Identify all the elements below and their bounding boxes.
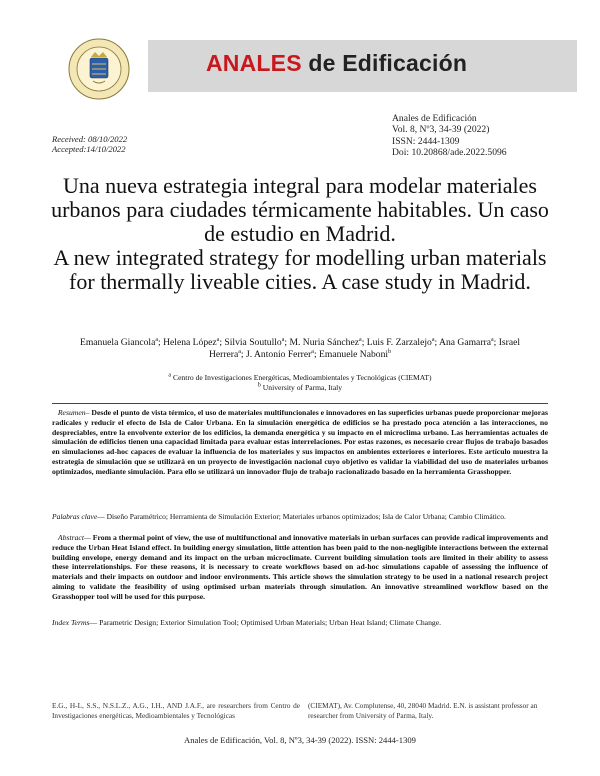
author: Israel Herrera — [208, 337, 521, 360]
resumen-block: Resumen– Desde el punto de vista térmico, el uso de materiales multifuncionales e innovadores en las superficies urbanas puede proporcionar mejoras radicales y reducir el efecto de Isla de Calor Urbana. En la simulación energética de edificios se ha prestado poca atención a las interacciones, no despreciables, entre la envolvente exterior de los edificios, la demanda energética y su impacto en el microclima urbano. Las herramientas actuales de simulación de edificios tienen una capacidad limitada para evaluar estas interrelaciones. Por estas razones, es necesario crear flujos de trabajo basados en simulaciones ad-hoc capaces de evaluar la influencia de los materiales y sus impactos en ambientes exteriores e interiores. Este artículo muestra la estrategia de simulación que se utilizará en un proyecto de investigación nacional cuyo objetivo es validar la viabilidad del uso de materiales urbanos optimizados, mediante simulación. Para ello se utilizará un innovador flujo de trabajo racionalizado basado en la herramienta Grasshopper. — [52, 408, 548, 476]
resumen-label: Resumen — [57, 408, 86, 417]
received-accepted-dates — [52, 135, 127, 155]
pub-journal: Anales de Edificación — [392, 113, 477, 124]
page-footer: Anales de Edificación, Vol. 8, Nº3, 34-39 (2022). ISSN: 2444-1309 — [184, 735, 416, 745]
author: Emanuela Giancola — [79, 337, 156, 348]
author: Helena López — [163, 337, 217, 348]
author-list: Emanuela Giancola$^a$; Helena López$^a$; Silvia Soutullo$^a$; M. Nuria Sánchez$^a$; Luis F. Zarzalejo$^a$; Ana Gamarra$^a$; Israel Herrera$^a$; J. Antonio Ferrer$^a$; Emanuele Naboni$^b$ — [79, 336, 521, 360]
author: Silvia Soutullo — [224, 337, 282, 348]
author: M. Nuria Sánchez — [289, 337, 360, 348]
received-date: Received: 08/10/2022 — [52, 134, 128, 144]
pub-doi[interactable]: Doi: 10.20868/ade.2022.5096 — [392, 147, 507, 159]
affiliation-a: $^a$ Centro de Investigaciones Energéticas, Medioambientales y Tecnológicas (CIEMAT) — [168, 372, 432, 382]
abstract-label: Abstract — [57, 533, 84, 542]
author: Emanuele Naboni — [319, 349, 389, 360]
abstract-block: Abstract— From a thermal point of view, the use of multifunctional and innovative materials in urban surfaces can provide radical improvements and reduce the Urban Heat Island effect. In building energy simulation, little attention has been paid to the non-negligible interactions between the external building envelope, energy demand and its impact on the urban microclimate. Current building simulation tools are limited in their ability to assess these interrelationships. For these reasons, it is necessary to create workflows based on ad-hoc simulations capable of assessing the influence of materials and their impacts on outdoor and indoor environments. This article shows the simulation strategy to be used in a national research project aiming to validate the feasibility of using optimised urban materials through simulation. An innovative streamlined workflow based on the Grasshopper tool will be used for this purpose. — [52, 533, 549, 601]
author: Luis F. Zarzalejo — [366, 337, 432, 348]
title-english: A new integrated strategy for modelling urban materials for thermally liveable cities. A case study in Madrid. — [53, 245, 547, 294]
author: J. Antonio Ferrer — [246, 349, 312, 360]
section-divider — [52, 403, 548, 404]
pub-volume: Vol. 8, Nº3, 34-39 (2022) — [392, 124, 490, 136]
affiliation-b: $^b$ University of Parma, Italy — [257, 382, 343, 393]
paper-title — [40, 174, 560, 294]
palabras-clave-block: Palabras clave— Diseño Paramétrico; Herramienta de Simulación Exterior; Materiales urbanos optimizados; Isla de Calor Urbana; Cambio Climático. — [52, 512, 506, 521]
journal-name-dark: de Edificación — [308, 50, 468, 76]
university-seal-logo — [68, 38, 130, 100]
index-terms-block: Index Terms— Parametric Design; Exterior Simulation Tool; Optimised Urban Materials; Urban Heat Island; Climate Change. — [52, 618, 442, 627]
journal-logo-title — [206, 50, 467, 77]
abstract-text: From a thermal point of view, the use of multifunctional and innovative materials in urban surfaces can provide radical improvements and reduce the Urban Heat Island effect. In building energy simulation, little attention has been paid to the non-negligible interactions between the external building envelope, energy demand and its impact on the urban microclimate. Current building simulation tools are limited in their ability to assess these interrelationships. For these reasons, it is necessary to create workflows based on ad-hoc simulations capable of assessing the influence of materials and their impacts on outdoor and indoor environments. This article shows the simulation strategy to be used in a national research project aiming to validate the feasibility of using optimised urban materials through simulation. An innovative streamlined workflow based on the Grasshopper tool will be used for this purpose. — [52, 533, 549, 601]
author-footnote-right: (CIEMAT), Av. Complutense, 40, 28040 Madrid. E.N. is assistant professor an researcher from University of Parma, Italy. — [308, 701, 538, 720]
author-footnote-left: E.G., H-L, S.S., N.S.L.Z., A.G., I.H., AND J.A.F., are researchers from Centro de Investigaciones energéticas, Medioambientales y Tecnológicas — [52, 701, 300, 720]
index-terms-label: Index Terms — [52, 618, 90, 627]
palabras-clave-label: Palabras clave — [52, 512, 98, 521]
index-terms-text: Parametric Design; Exterior Simulation Tool; Optimised Urban Materials; Urban Heat Island; Climate Change. — [99, 618, 442, 627]
affiliations — [80, 373, 520, 394]
resumen-text: Desde el punto de vista térmico, el uso de materiales multifuncionales e innovadores en las superficies urbanas puede proporcionar mejoras radicales y reducir el efecto de Isla de Calor Urbana. En la simulación energética de edificios se ha prestado poca atención a las interacciones, no despreciables, entre la envolvente exterior de los edificios, la demanda energética y su impacto en el microclima urbano. Las herramientas actuales de simulación de edificios tienen una capacidad limitada para evaluar estas interrelaciones. Por estas razones, es necesario crear flujos de trabajo basados en simulaciones ad-hoc capaces de evaluar la influencia de los materiales y sus impactos en ambientes exteriores e interiores. Este artículo muestra la estrategia de simulación que se utilizará en un proyecto de investigación nacional cuyo objetivo es validar la viabilidad del uso de materiales urbanos optimizados, mediante simulación. Para ello se utilizará un innovador flujo de trabajo racionalizado basado en la herramienta Grasshopper. — [52, 408, 548, 476]
author: Ana Gamarra — [439, 337, 491, 348]
publication-info — [392, 113, 507, 159]
accepted-date: Accepted:14/10/2022 — [52, 143, 126, 154]
journal-name-red: ANALES — [206, 50, 302, 76]
title-spanish: Una nueva estrategia integral para modelar materiales urbanos para ciudades térmicamente habitables. Un caso de estudio en Madrid. — [51, 173, 549, 246]
pub-issn: ISSN: 2444-1309 — [392, 135, 460, 147]
palabras-clave-text: Diseño Paramétrico; Herramienta de Simulación Exterior; Materiales urbanos optimizados; Isla de Calor Urbana; Cambio Climático. — [106, 512, 506, 521]
